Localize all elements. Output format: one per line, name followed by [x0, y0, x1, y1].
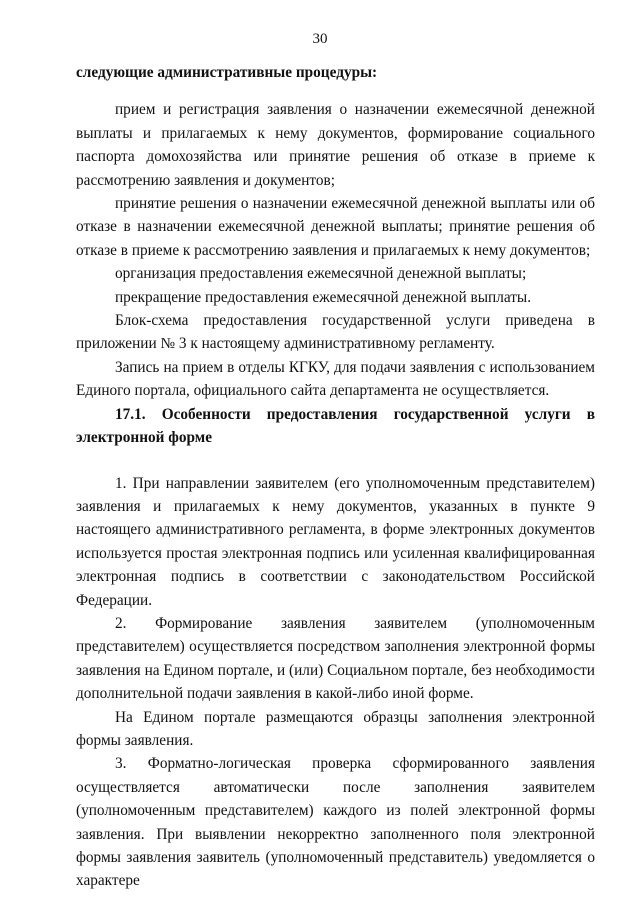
- section-paragraph-2: 2. Формирование заявления заявителем (уполномоченным представителем) осуществляется посредством заполнения электронной формы заявления на Едином портале, и (или) Социальном портале, без необходимости дополнительной подачи заявления в какой-либо иной форме.: [76, 614, 595, 703]
- document-body: [76, 61, 595, 893]
- section-paragraph-1: 1. При направлении заявителем (его уполномоченным представителем) заявления и прилагаемых к нему документов, указанных в пункте 9 настоящего административного регламента, в форме электронных документов используется простая электронная подпись или усиленная квалифицированная электронная подпись в соответствии с законодательством Российской Федерации.: [76, 474, 595, 609]
- paragraph-procedure-1: прием и регистрация заявления о назначении ежемесячной денежной выплаты и прилагаемых к нему документов, формирование социального паспорта домохозяйства или принятие решения об отказе в приеме к рассмотрению заявления и документов;: [76, 101, 595, 189]
- intro-heading: следующие административные процедуры:: [76, 64, 378, 81]
- paragraph-procedure-2: принятие решения о назначении ежемесячной денежной выплаты или об отказе в назначении ежемесячной денежной выплаты; принятие решения об отказе в приеме к рассмотрению заявления и прилагаемых к нему документов;: [76, 195, 595, 259]
- paragraph-procedure-3: организация предоставления ежемесячной денежной выплаты;: [115, 265, 527, 283]
- page-number: 30: [312, 31, 328, 47]
- paragraph-procedure-4: прекращение предоставления ежемесячной денежной выплаты.: [115, 288, 532, 306]
- section-number: 17.1.: [115, 405, 146, 423]
- section-heading: [76, 403, 595, 450]
- paragraph-flowchart: Блок-схема предоставления государственной услуги приведена в приложении № 3 к настоящему административному регламенту.: [76, 312, 595, 353]
- section-paragraph-3: На Едином портале размещаются образцы заполнения электронной формы заявления.: [76, 708, 595, 749]
- section-paragraph-4: 3. Форматно-логическая проверка сформированного заявления осуществляется автоматически после заполнения заявителем (уполномоченным представителем) каждого из полей электронной формы заявления. При выявлении некорректно заполненного поля электронной формы заявления заявитель (уполномоченный представитель) уведомляется о характере: [76, 755, 595, 890]
- section-title: Особенности предоставления государственной услуги в электронной форме: [76, 405, 595, 447]
- paragraph-appointment: Запись на прием в отделы КГКУ, для подачи заявления с использованием Единого портала, официального сайта департамента не осуществляется.: [76, 358, 595, 400]
